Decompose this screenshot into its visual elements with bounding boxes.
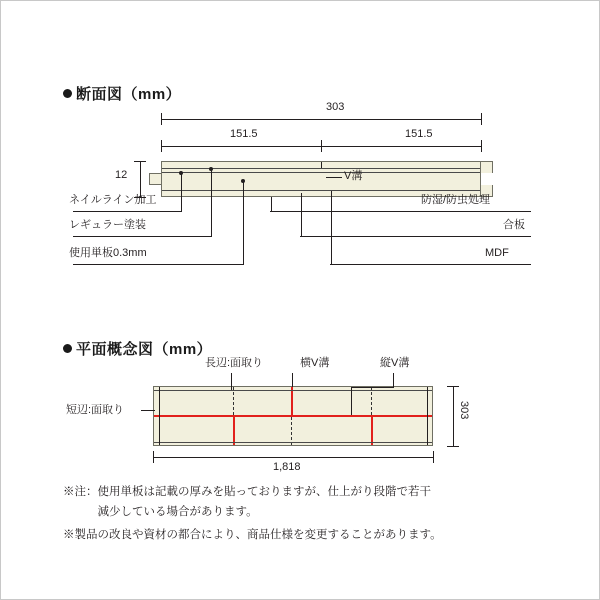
label-short-edge: 短辺:面取り	[66, 404, 125, 416]
dim-width-tick-right	[433, 451, 434, 463]
label-coating: レギュラー塗装	[69, 218, 146, 231]
label-tate-v: 縦V溝	[380, 356, 410, 369]
label-plywood: 合板	[503, 218, 525, 231]
dim-width-label: 1,818	[273, 461, 301, 473]
tate-v-groove-upper	[291, 387, 293, 415]
label-long-edge: 長辺:面取り	[205, 356, 264, 369]
dim-width-line	[153, 457, 433, 458]
dim-height-line	[453, 386, 454, 446]
leader-tate-v-down	[351, 387, 352, 415]
dash-joint-lower-1	[291, 417, 292, 445]
dim-total-label: 303	[326, 101, 345, 113]
cross-section-heading: 断面図（mm）	[63, 83, 181, 104]
leader-short-edge	[141, 410, 155, 411]
plan-view-heading: 平面概念図（mm）	[63, 338, 212, 359]
leader-long-edge	[231, 373, 232, 390]
label-veneer: 使用単板0.3mm	[69, 246, 147, 259]
leader-yoko-v	[292, 373, 293, 387]
dim-thickness-label: 12	[115, 169, 128, 181]
dash-joint-upper-2	[371, 387, 372, 415]
label-mdf: MDF	[485, 246, 509, 259]
label-yoko-v: 横V溝	[300, 356, 330, 369]
tate-v-groove-lower-1	[233, 417, 235, 445]
dim-height-tick-top	[447, 386, 459, 387]
dim-height-label: 303	[458, 401, 471, 420]
note-line-2: 減少している場合があります。	[63, 506, 258, 518]
bullet-icon-2	[63, 344, 72, 353]
plan-view-figure	[1, 1, 600, 473]
dim-height-tick-bottom	[447, 446, 459, 447]
dim-width-tick-left	[153, 451, 154, 463]
note-line-1: ※注：使用単板は記載の厚みを貼っておりますが、仕上がり段階で若干	[63, 486, 431, 498]
dim-half-left-label: 151.5	[230, 128, 258, 140]
dim-half-right-label: 151.5	[405, 128, 433, 140]
label-nailline: ネイルライン加工	[69, 193, 157, 206]
leader-tate-v-stem	[393, 373, 394, 387]
tate-v-groove-lower-2	[371, 417, 373, 445]
dash-joint-upper-1	[233, 387, 234, 415]
note-line-3: ※製品の改良や資材の都合により、商品仕様を変更することがあります。	[63, 529, 442, 541]
yoko-v-groove-line	[154, 415, 432, 417]
chamfer-line-left	[159, 387, 160, 445]
v-groove-label: V溝	[344, 170, 363, 182]
chamfer-line-bottom	[154, 442, 432, 443]
chamfer-line-top	[154, 390, 432, 391]
label-moisture: 防湿/防虫処理	[421, 193, 491, 206]
chamfer-line-right	[427, 387, 428, 445]
leader-tate-v-arm	[351, 387, 394, 388]
